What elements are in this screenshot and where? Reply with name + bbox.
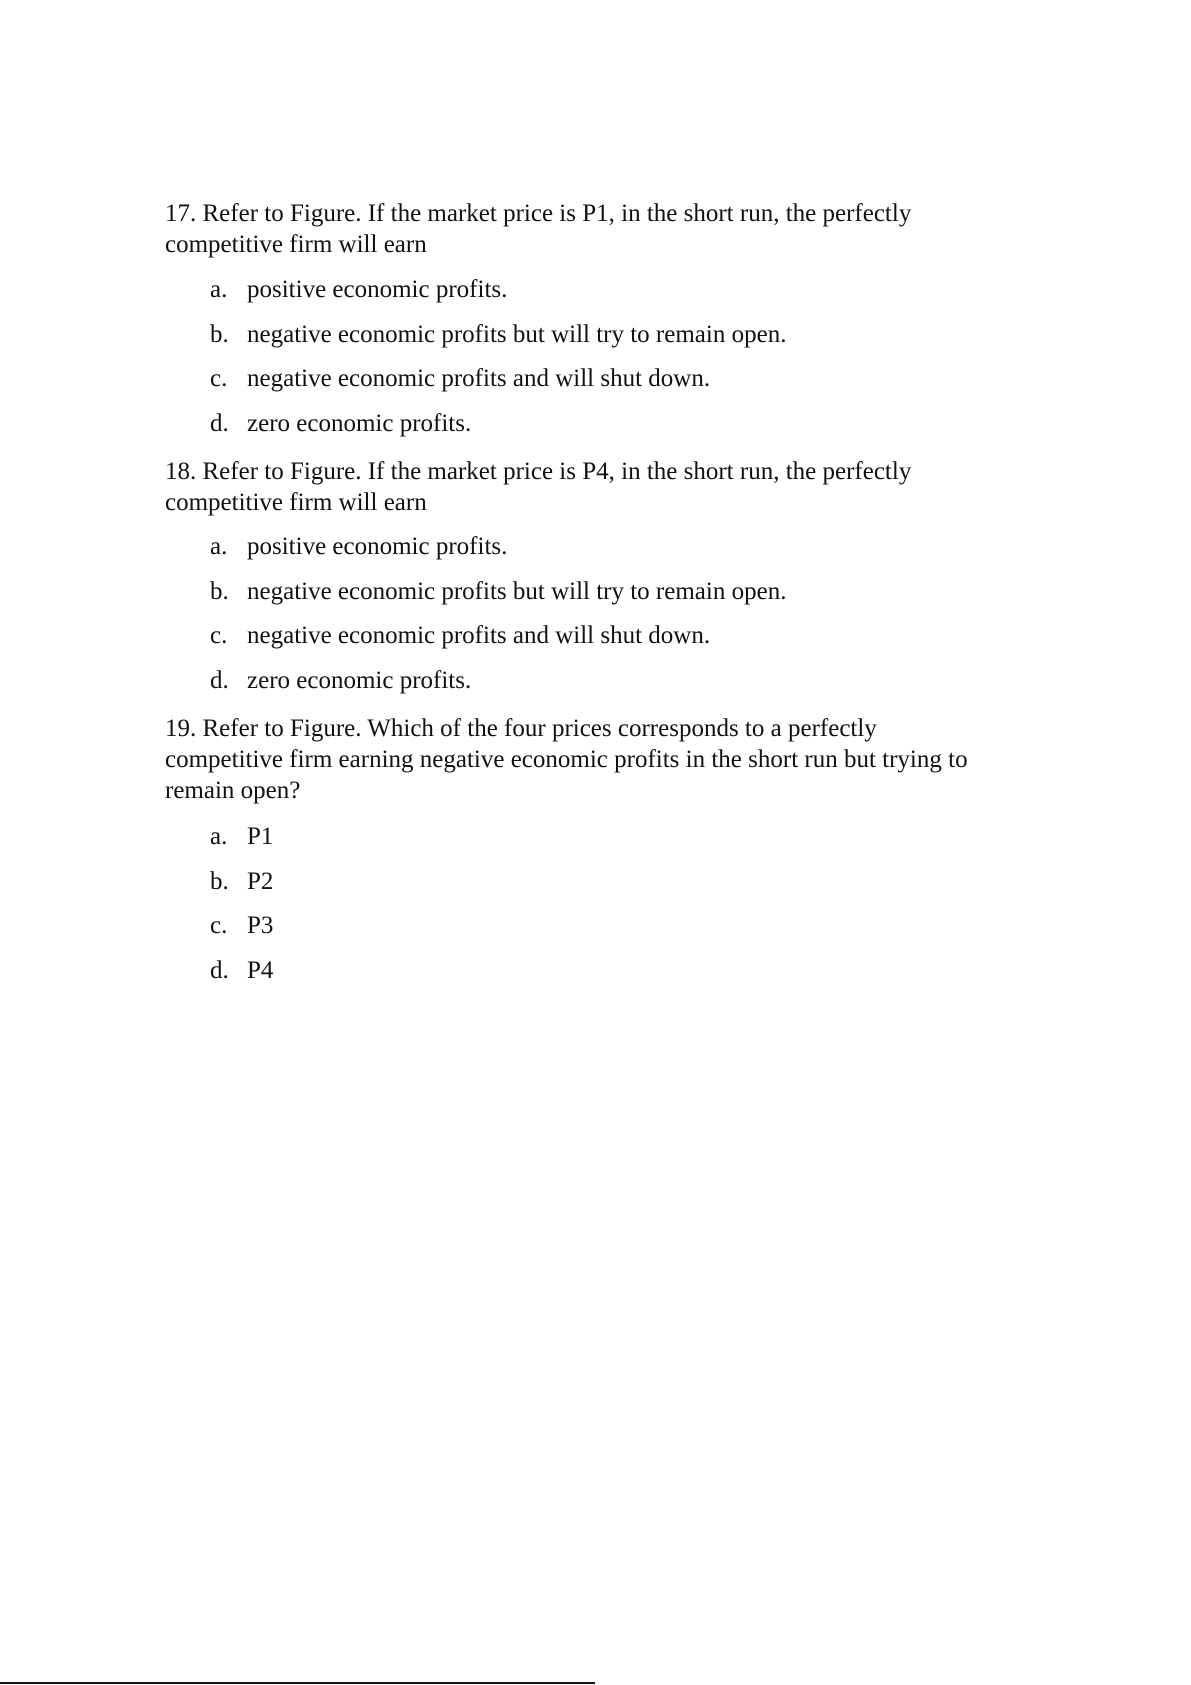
answer-option: [210, 621, 990, 666]
option-text: positive economic profits.: [247, 533, 508, 560]
option-text: zero economic profits.: [247, 666, 472, 694]
option-letter: d.: [210, 666, 229, 694]
option-text: P2: [247, 867, 274, 895]
answer-option: [210, 822, 990, 867]
option-letter: b.: [210, 867, 229, 895]
answer-option: [210, 532, 990, 577]
option-letter: a.: [210, 276, 228, 303]
option-text: negative economic profits but will try to remain open.: [247, 320, 787, 348]
option-text: P4: [247, 956, 274, 984]
question-17-options: [210, 275, 990, 453]
option-letter: d.: [210, 409, 229, 437]
question-17-text: 17. Refer to Figure. If the market price is P1, in the short run, the perfectly competitive firm will earn: [165, 200, 912, 258]
answer-option: [210, 320, 990, 365]
answer-option: [210, 409, 990, 454]
option-letter: b.: [210, 577, 229, 605]
answer-option: [210, 911, 990, 956]
question-18-text: 18. Refer to Figure. If the market price is P4, in the short run, the perfectly competitive firm will earn: [165, 458, 912, 516]
option-text: P1: [247, 823, 274, 850]
question-18-options: [210, 532, 990, 710]
option-letter: c.: [210, 912, 228, 939]
option-letter: a.: [210, 823, 228, 850]
option-text: negative economic profits and will shut down.: [247, 622, 711, 649]
question-19-options: [210, 822, 990, 1000]
answer-option: [210, 364, 990, 409]
option-letter: c.: [210, 622, 228, 649]
question-19-text: 19. Refer to Figure. Which of the four prices corresponds to a perfectly competitive firm earning negative economic profits in the short run but trying to remain open?: [165, 715, 968, 804]
answer-option: [210, 867, 990, 912]
option-letter: d.: [210, 956, 229, 984]
answer-option: [210, 275, 990, 320]
option-letter: c.: [210, 365, 228, 392]
option-text: positive economic profits.: [247, 276, 508, 303]
answer-option: [210, 577, 990, 622]
answer-option: [210, 956, 990, 1001]
page-bottom-rule: [0, 1682, 595, 1684]
option-text: negative economic profits but will try to remain open.: [247, 577, 787, 605]
answer-option: [210, 666, 990, 711]
option-text: zero economic profits.: [247, 409, 472, 437]
option-letter: a.: [210, 533, 228, 560]
option-letter: b.: [210, 320, 229, 348]
option-text: negative economic profits and will shut down.: [247, 365, 711, 392]
option-text: P3: [247, 912, 274, 939]
